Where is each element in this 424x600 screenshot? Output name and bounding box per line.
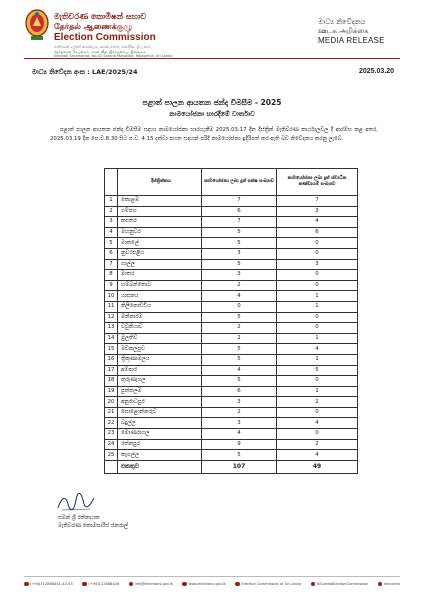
org-name-english: Election Commission — [54, 32, 156, 43]
footer-phone1 — [24, 582, 73, 587]
header-divider — [24, 58, 400, 59]
row-independent: 0 — [277, 429, 358, 440]
row-number: 1 — [105, 196, 118, 207]
row-district: නුවරඑළිය — [118, 248, 202, 259]
row-number: 6 — [105, 248, 118, 259]
document-title: පළාත් පාලන ආයතන ඡන්ද විමසීම - 2025 — [142, 98, 282, 107]
table-row — [105, 217, 358, 228]
row-independent: 0 — [277, 407, 358, 418]
row-independent: 4 — [277, 450, 358, 461]
email-text[interactable]: info@elections.gov.lk — [134, 582, 173, 586]
table-row — [105, 270, 358, 281]
total-independent: 49 — [277, 460, 358, 473]
reference-number: මාධ්‍ය නිවේදන අංක : LAE/2025/24 — [32, 68, 138, 76]
row-independent: 0 — [277, 280, 358, 291]
row-parties: 3 — [202, 418, 277, 429]
row-parties: 5 — [202, 450, 277, 461]
table-row — [105, 344, 358, 355]
table-row — [105, 407, 358, 418]
row-independent: 6 — [277, 227, 358, 238]
row-parties: 3 — [202, 397, 277, 408]
table-row — [105, 206, 358, 217]
row-district: කෑගල්ල — [118, 450, 202, 461]
table-row — [105, 227, 358, 238]
table-row — [105, 280, 358, 291]
row-number: 21 — [105, 407, 118, 418]
total-parties: 107 — [202, 460, 277, 473]
web-text[interactable]: www.elections.gov.lk — [188, 582, 226, 586]
row-parties: 2 — [202, 333, 277, 344]
row-number: 11 — [105, 301, 118, 312]
row-parties: 5 — [202, 344, 277, 355]
table-row — [105, 429, 358, 440]
globe-icon — [182, 582, 187, 587]
row-parties: 5 — [202, 238, 277, 249]
organization-block — [54, 12, 204, 59]
org-name-tamil: தேர்தல் ஆணைக்குழு — [54, 22, 133, 31]
row-district: මොණරාගල — [118, 429, 202, 440]
header-parties: නාමයෝජනා ලබා දුන් පක්ෂ සංඛ්‍යාව — [202, 169, 277, 196]
row-parties: 9 — [202, 439, 277, 450]
row-district: අනුරාධපුර — [118, 397, 202, 408]
media-release-sinhala: මාධ්‍ය නිවේදනය — [318, 18, 366, 26]
row-independent: 3 — [277, 259, 358, 270]
row-number: 2 — [105, 206, 118, 217]
row-district: පොළොන්නරුව — [118, 407, 202, 418]
row-parties: 5 — [202, 227, 277, 238]
row-district: බදුල්ල — [118, 418, 202, 429]
row-parties: 5 — [202, 259, 277, 270]
nominations-table — [104, 168, 358, 474]
table-row — [105, 323, 358, 334]
row-number: 8 — [105, 270, 118, 281]
signer-name: සමන් ශ්‍රී රත්නායක — [58, 515, 100, 521]
row-independent: 1 — [277, 354, 358, 365]
row-number: 15 — [105, 344, 118, 355]
org-name-sinhala: මැතිවරණ කොමිෂන් සභාව — [54, 12, 147, 21]
row-independent: 2 — [277, 439, 358, 450]
row-district: මඩකලපුව — [118, 344, 202, 355]
table-row — [105, 196, 358, 207]
row-independent: 0 — [277, 312, 358, 323]
total-number-cell — [105, 460, 118, 473]
row-district: පුත්තලම — [118, 386, 202, 397]
email-icon — [129, 582, 134, 587]
row-independent: 1 — [277, 301, 358, 312]
signer-block — [58, 514, 128, 530]
table-row — [105, 259, 358, 270]
phone2-text: (+94)112868426 — [88, 582, 120, 586]
row-district: ගම්පහ — [118, 206, 202, 217]
table-row — [105, 376, 358, 387]
row-parties: 7 — [202, 217, 277, 228]
row-parties: 7 — [202, 196, 277, 207]
row-number: 5 — [105, 238, 118, 249]
table-header-row — [105, 169, 358, 196]
row-district: කුරුණෑගල — [118, 376, 202, 387]
row-district: වවුනියාව — [118, 323, 202, 334]
table-body — [105, 196, 358, 461]
row-number: 13 — [105, 323, 118, 334]
row-number: 7 — [105, 259, 118, 270]
row-parties: 5 — [202, 376, 277, 387]
row-number: 18 — [105, 376, 118, 387]
footer-youtube[interactable] — [311, 582, 369, 587]
footer-email[interactable] — [129, 582, 173, 587]
row-parties: 6 — [202, 206, 277, 217]
row-district: මාතලේ — [118, 238, 202, 249]
row-district: කළුතර — [118, 217, 202, 228]
table-row — [105, 312, 358, 323]
row-independent: 0 — [277, 270, 358, 281]
row-district: කොළඹ — [118, 196, 202, 207]
row-independent: 0 — [277, 248, 358, 259]
row-independent: 7 — [277, 196, 358, 207]
release-date: 2025.03.20 — [358, 68, 394, 75]
row-parties: 2 — [202, 407, 277, 418]
table-row — [105, 291, 358, 302]
row-number: 23 — [105, 429, 118, 440]
row-parties: 4 — [202, 291, 277, 302]
row-independent: 4 — [277, 217, 358, 228]
table-row — [105, 248, 358, 259]
header-number — [105, 169, 118, 196]
media-release-block — [318, 18, 400, 46]
media-release-english: MEDIA RELEASE — [318, 36, 385, 45]
row-parties: 4 — [202, 429, 277, 440]
x-icon — [378, 582, 383, 587]
row-parties: 5 — [202, 312, 277, 323]
row-number: 3 — [105, 217, 118, 228]
youtube-icon — [311, 582, 316, 587]
row-district: මහනුවර — [118, 227, 202, 238]
body-paragraph: පළාත් පාලන ආයතන ඡන්ද විමසීම සඳහා නාමයෝජනා භාරගැනීම 2025.03.17 දින දිස්ත්‍රික් මැතිවරණ කාර්යාලවල දී ආරම්භ කළ අතර, 2025.03.19 දින පෙ.ව.8.30 සිට ප.ව. 4.15 දක්වා පහත සඳහන් පරිදි නාමයෝජනා ඉදිරිපත් කර ඇති බව නිවේදනය කරනු ලැබේ. — [50, 127, 378, 142]
footer-facebook[interactable] — [235, 582, 301, 587]
table-row — [105, 333, 358, 344]
reference-line — [32, 68, 394, 77]
table-row — [105, 439, 358, 450]
row-district: ත්‍රිකුණාමලය — [118, 354, 202, 365]
row-parties: 2 — [202, 323, 277, 334]
row-number: 24 — [105, 439, 118, 450]
header-independent: නාමයෝජනා ලබා දුන් ස්වාධීන කණ්ඩායම් සංඛ්‍යාව — [277, 169, 358, 196]
facebook-text[interactable]: Election Commission of Sri Lanka — [241, 582, 302, 586]
letterhead — [0, 0, 424, 58]
row-independent: 0 — [277, 238, 358, 249]
row-number: 17 — [105, 365, 118, 376]
row-independent: 4 — [277, 344, 358, 355]
row-number: 16 — [105, 354, 118, 365]
row-district: මුලතිව් — [118, 333, 202, 344]
header-district: දිස්ත්‍රික්කය — [118, 169, 202, 196]
sri-lanka-emblem-icon — [24, 8, 50, 42]
media-release-tamil: ஊடக அறிக்கை — [318, 26, 369, 35]
row-independent: 0 — [277, 376, 358, 387]
table-row — [105, 301, 358, 312]
table-row — [105, 354, 358, 365]
row-independent: 1 — [277, 386, 358, 397]
row-number: 14 — [105, 333, 118, 344]
row-parties: 5 — [202, 354, 277, 365]
footer-phone2 — [82, 582, 119, 587]
fax-icon — [82, 582, 87, 587]
row-number: 25 — [105, 450, 118, 461]
table-row — [105, 450, 358, 461]
row-number: 10 — [105, 291, 118, 302]
row-district: ගාල්ල — [118, 259, 202, 270]
row-parties: 3 — [202, 248, 277, 259]
row-number: 22 — [105, 418, 118, 429]
footer-contacts — [24, 576, 400, 591]
address-sinhala: මැතිවරණ ලේකම් කාර්යාලය, සරණ මාවත, රාජගිරිය, ශ්‍රී ලංකාව — [54, 45, 151, 49]
row-independent: 0 — [277, 323, 358, 334]
youtube-text[interactable]: SriLankaElectionCommission — [316, 582, 369, 586]
footer-web[interactable] — [182, 582, 225, 587]
table-row — [105, 397, 358, 408]
phone-icon — [24, 582, 29, 587]
row-number: 12 — [105, 312, 118, 323]
row-parties: 3 — [202, 270, 277, 281]
row-district: කිලිනොච්චිය — [118, 301, 202, 312]
address-tamil: தேர்தல்கள் செயலகம், சரண வீதி, இராஜகிரிய, இலங்கை — [54, 49, 146, 54]
row-parties: 2 — [202, 280, 277, 291]
document-subtitle: නාමයෝජනා භාරදීමේ වාර්තාව — [169, 110, 255, 118]
row-number: 20 — [105, 397, 118, 408]
signer-title: මැතිවරණ කොමසාරිස් ජනරාල් — [58, 523, 129, 529]
footer-x[interactable] — [378, 582, 400, 587]
table-total-row — [105, 460, 358, 473]
table-row — [105, 418, 358, 429]
phone1-text: (+94)112868441-42-43 — [30, 582, 73, 586]
row-number: 9 — [105, 280, 118, 291]
facebook-icon — [235, 582, 240, 587]
row-district: යාපනය — [118, 291, 202, 302]
row-district: රත්නපුර — [118, 439, 202, 450]
row-parties: 4 — [202, 365, 277, 376]
table-row — [105, 365, 358, 376]
table-row — [105, 386, 358, 397]
row-district: අම්පාර — [118, 365, 202, 376]
address-english: Election Secretariat, No.02 Sarana Mawatha, Rajagiriya, Sri Lanka — [54, 54, 173, 59]
org-address — [54, 45, 204, 59]
row-independent: 2 — [277, 397, 358, 408]
signature — [56, 492, 96, 514]
row-parties: 6 — [202, 386, 277, 397]
row-independent: 1 — [277, 291, 358, 302]
row-independent: 1 — [277, 333, 358, 344]
total-label: එකතුව — [118, 460, 202, 473]
x-text[interactable]: elecomsl — [383, 582, 400, 586]
row-district: හම්බන්තොට — [118, 280, 202, 291]
table-row — [105, 238, 358, 249]
row-independent: 5 — [277, 365, 358, 376]
row-parties: 0 — [202, 301, 277, 312]
row-independent: 4 — [277, 418, 358, 429]
row-district: මන්නාරම — [118, 312, 202, 323]
row-number: 4 — [105, 227, 118, 238]
row-number: 19 — [105, 386, 118, 397]
row-independent: 3 — [277, 206, 358, 217]
row-district: මාතර — [118, 270, 202, 281]
